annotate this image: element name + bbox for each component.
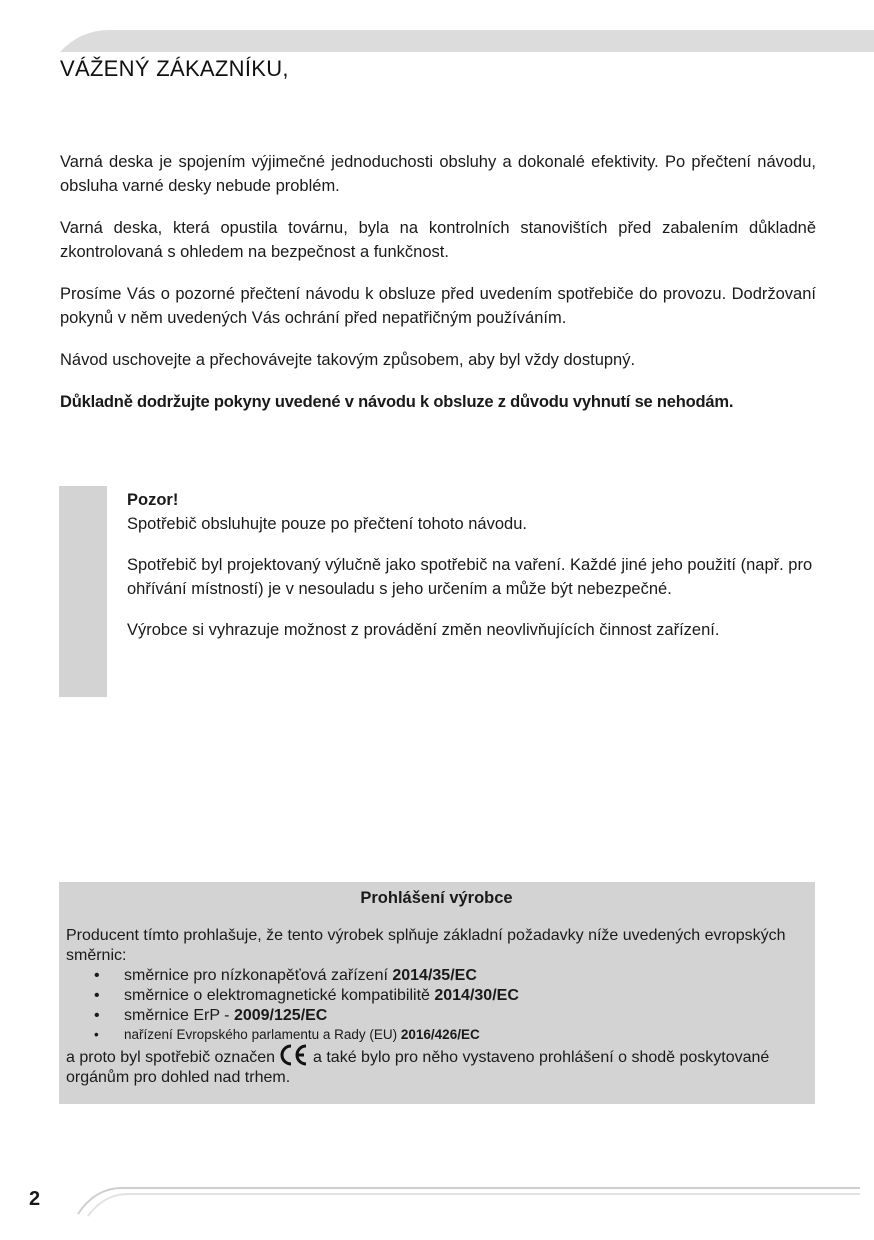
warning-text: Spotřebič byl projektovaný výlučně jako spotřebič na vaření. Každé jiné jeho použití (např. pro ohřívání místností) je v nesouladu s jeho určením a může být nebezpečné. [127,556,813,598]
intro-section [60,150,816,432]
manufacturer-declaration [59,882,815,1104]
footer-tab-decoration [0,1180,874,1220]
declaration-closing: a proto byl spotřebič označen a také bylo pro něho vystaveno prohlášení o shodě poskytované orgánům pro dohled nad trhem. [66,1044,807,1088]
warning-section [127,488,817,659]
directive-item: • nařízení Evropského parlamentu a Rady (EU) 2016/426/EC [66,1026,807,1044]
declaration-title: Prohlášení výrobce [360,889,513,907]
intro-paragraph: Návod uschovejte a přechovávejte takovým způsobem, aby byl vždy dostupný. [60,351,636,369]
intro-paragraph: Varná deska, která opustila továrnu, byla na kontrolních stanovištích před zabalením důkladně zkontrolovaná s ohledem na bezpečnost a funkčnost. [60,219,816,261]
directive-item: • směrnice o elektromagnetické kompatibilitě 2014/30/EC [66,986,807,1006]
declaration-intro: Producent tímto prohlašuje, že tento výrobek splňuje základní požadavky níže uvedených evropských směrnic: [66,927,786,964]
intro-paragraph: Prosíme Vás o pozorné přečtení návodu k obsluze před uvedením spotřebiče do provozu. Dodržovaní pokynů v něm uvedených Vás ochrání před nepatřičným používáním. [60,285,816,327]
page-title: VÁŽENÝ ZÁKAZNÍKU, [60,56,289,81]
page-number: 2 [29,1188,41,1210]
directive-item: • směrnice pro nízkonapěťová zařízení 2014/35/EC [66,966,807,986]
warning-title: Pozor! [127,491,179,509]
warning-text: Výrobce si vyhrazuje možnost z provádění změn neovlivňujících činnost zařízení. [127,621,720,639]
ce-mark-icon [279,1044,309,1066]
intro-emphasis: Důkladně dodržujte pokyny uvedené v návodu k obsluze z důvodu vyhnutí se nehodám. [60,393,734,411]
directive-list [66,966,807,1044]
header-tab-decoration [0,0,874,60]
warning-text: Spotřebič obsluhujte pouze po přečtení tohoto návodu. [127,515,527,533]
directive-item: • směrnice ErP - 2009/125/EC [66,1006,807,1026]
warning-side-bar [59,486,107,697]
intro-paragraph: Varná deska je spojením výjimečné jednoduchosti obsluhy a dokonalé efektivity. Po přečtení návodu, obsluha varné desky nebude problém. [60,153,816,195]
